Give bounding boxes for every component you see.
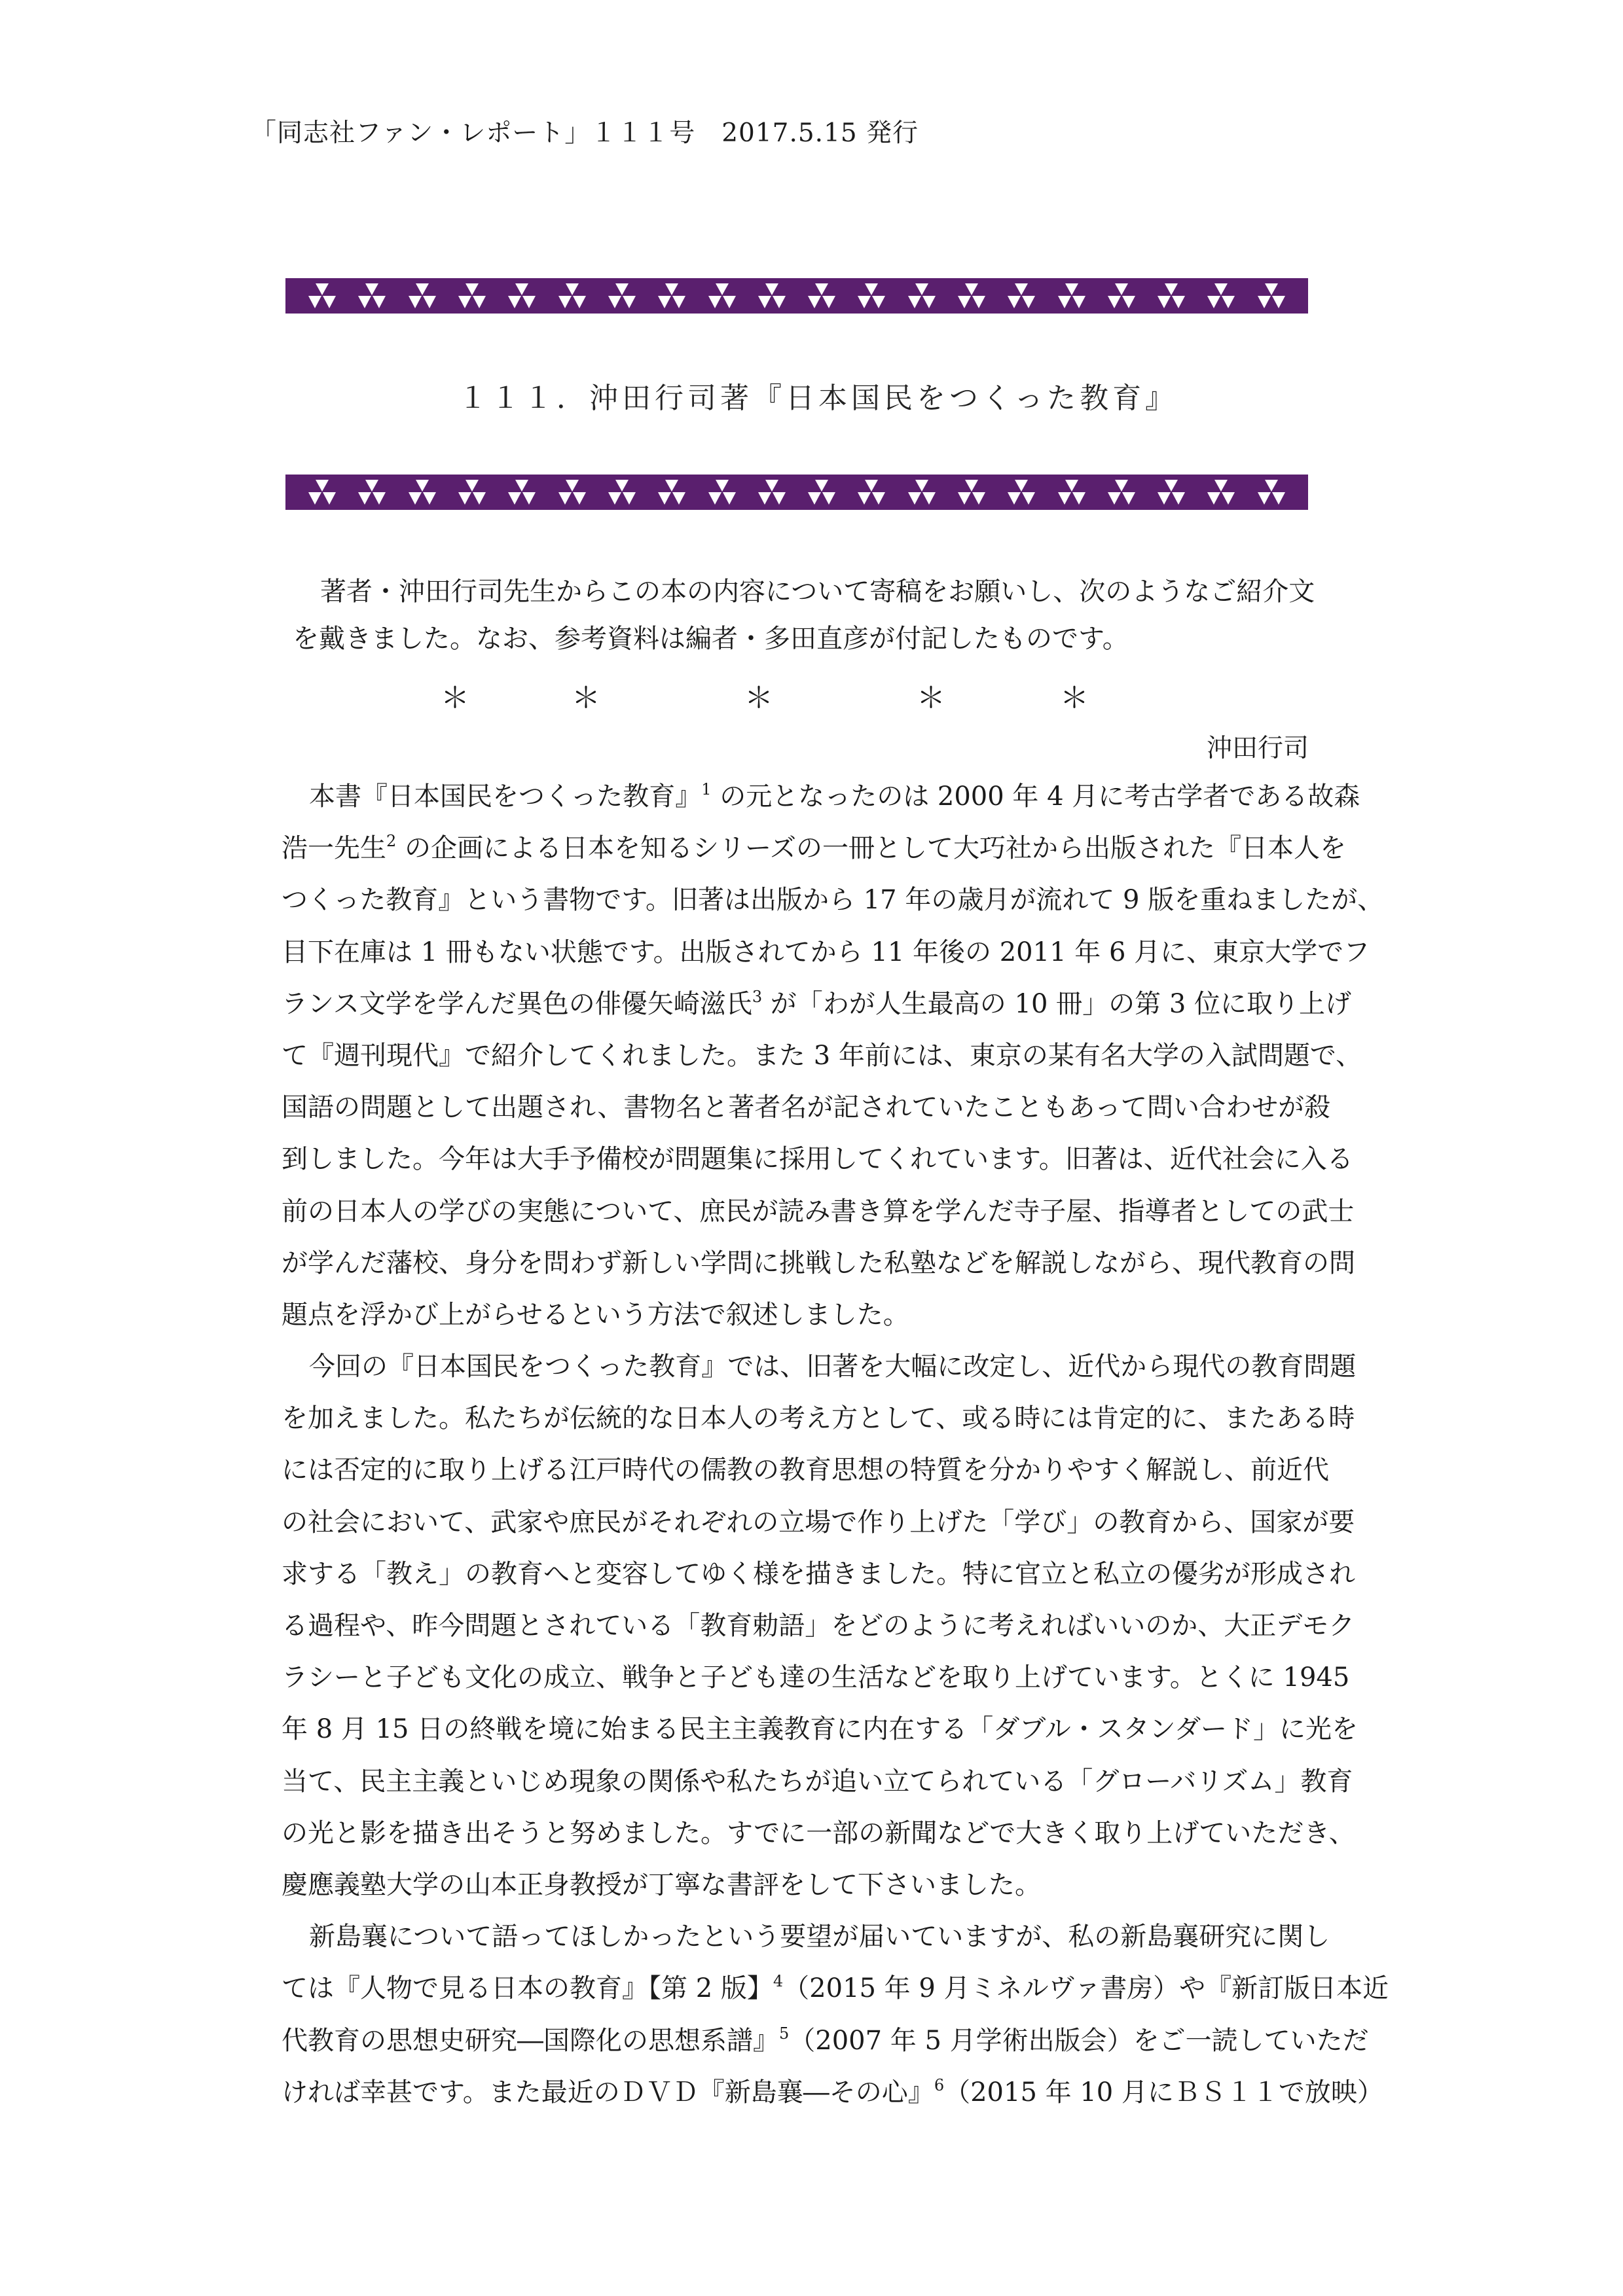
footnote-marker: 4 (773, 1972, 784, 1991)
footnote-marker: 6 (934, 2075, 945, 2094)
body-text: 国語の問題として出題され、書物名と著者名が記されていたこともあって問い合わせが殺 (282, 1092, 1330, 1123)
asterisk: ＊ (441, 681, 469, 715)
mitsu-uroko-triangle-icon (1258, 283, 1285, 309)
asterisk: ＊ (917, 681, 945, 715)
mitsu-uroko-triangle-icon (808, 283, 835, 309)
body-text: 当て、民主主義といじめ現象の関係や私たちが追い立てられている「グローバリズム」教育 (282, 1766, 1353, 1797)
mitsu-uroko-triangle-icon (1108, 283, 1135, 309)
mitsu-uroko-triangle-icon (708, 479, 736, 505)
body-text: ては『人物で見る日本の教育』【第 2 版】 (282, 1973, 773, 2004)
body-text: 前の日本人の学びの実態について、庶民が読み書き算を学んだ寺子屋、指導者としての武士 (282, 1196, 1355, 1227)
body-line (282, 771, 1402, 823)
intro-line-2: を戴きました。なお、参考資料は編者・多田直彦が付記したものです。 (293, 624, 1129, 654)
mitsu-uroko-triangle-icon (958, 479, 985, 505)
body-line (282, 1238, 1402, 1289)
body-text: 本書『日本国民をつくった教育』 (309, 781, 702, 812)
intro-line-1: 著者・沖田行司先生からこの本の内容について寄稿をお願いし、次のようなご紹介文 (320, 577, 1315, 607)
mitsu-uroko-triangle-icon (608, 479, 636, 505)
body-line (282, 1652, 1402, 1704)
body-text: の社会において、武家や庶民がそれぞれの立場で作り上げた「学び」の教育から、国家が要 (282, 1507, 1355, 1537)
asterisk: ＊ (744, 681, 773, 715)
body-line (282, 1963, 1402, 2015)
body-line (282, 823, 1402, 874)
mitsu-uroko-triangle-icon (758, 283, 786, 309)
body-text: には否定的に取り上げる江戸時代の儒教の教育思想の特質を分かりやすく解説し、前近代 (282, 1455, 1329, 1486)
asterisk: ＊ (572, 681, 600, 715)
body-line (282, 978, 1402, 1030)
mitsu-uroko-triangle-icon (1207, 479, 1235, 505)
body-line (282, 1704, 1402, 1755)
body-text: 到しました。今年は大手予備校が問題集に採用してくれています。旧著は、近代社会に入る (282, 1144, 1353, 1175)
body-line (282, 1289, 1402, 1341)
mitsu-uroko-triangle-icon (1058, 479, 1085, 505)
body-text: （2015 年 10 月にＢＳ１１で放映） (944, 2077, 1383, 2108)
body-line (282, 1341, 1402, 1393)
decorative-band-top (285, 278, 1308, 314)
mitsu-uroko-triangle-icon (658, 283, 685, 309)
mitsu-uroko-triangle-icon (409, 283, 436, 309)
mitsu-uroko-triangle-icon (658, 479, 685, 505)
body-text: 求する「教え」の教育へと変容してゆく様を描きました。特に官立と私立の優劣が形成され (282, 1558, 1355, 1589)
body-line (282, 1549, 1402, 1600)
footnote-marker: 1 (701, 780, 712, 798)
body-text: （2015 年 9 月ミネルヴァ書房）や『新訂版日本近 (783, 1973, 1389, 2004)
mitsu-uroko-triangle-icon (558, 479, 586, 505)
publication-header: 「同志社ファン・レポート」１１１号 2017.5.15 発行 (251, 118, 919, 148)
mitsu-uroko-triangle-icon (1258, 479, 1285, 505)
mitsu-uroko-triangle-icon (308, 479, 336, 505)
editor-intro (293, 568, 1406, 662)
body-text: ランス文学を学んだ異色の俳優矢崎滋氏 (282, 988, 752, 1019)
mitsu-uroko-triangle-icon (858, 283, 885, 309)
body-text: て『週刊現代』で紹介してくれました。また 3 年前には、東京の某有名大学の入試問題で、 (282, 1040, 1362, 1071)
footnote-marker: 5 (779, 2024, 790, 2043)
body-text: 題点を浮かび上がらせるという方法で叙述しました。 (282, 1299, 909, 1330)
mitsu-uroko-triangle-icon (758, 479, 786, 505)
body-text: の企画による日本を知るシリーズの一冊として大巧社から出版された『日本人を (396, 833, 1346, 864)
body-text: ければ幸甚です。また最近のＤＶＤ『新島襄―その心』 (282, 2077, 934, 2108)
asterisk: ＊ (1060, 681, 1089, 715)
article-title: １１１．沖田行司著『日本国民をつくった教育』 (458, 382, 1178, 415)
body-text: が「わが人生最高の 10 冊」の第 3 位に取り上げ (762, 988, 1352, 1019)
footnote-marker: 3 (752, 987, 763, 1006)
mitsu-uroko-triangle-icon (558, 283, 586, 309)
body-line (282, 1808, 1402, 1859)
body-line (282, 1600, 1402, 1652)
mitsu-uroko-triangle-icon (508, 479, 536, 505)
body-line (282, 1859, 1402, 1911)
mitsu-uroko-triangle-icon (1158, 283, 1185, 309)
mitsu-uroko-triangle-icon (958, 283, 985, 309)
mitsu-uroko-triangle-icon (1108, 479, 1135, 505)
article-body (282, 771, 1402, 2119)
mitsu-uroko-triangle-icon (458, 479, 486, 505)
body-text: る過程や、昨今問題とされている「教育勅語」をどのように考えればいいのか、大正デモク (282, 1611, 1355, 1641)
mitsu-uroko-triangle-icon (808, 479, 835, 505)
mitsu-uroko-triangle-icon (608, 283, 636, 309)
mitsu-uroko-triangle-icon (858, 479, 885, 505)
body-line (282, 2015, 1402, 2067)
body-line (282, 874, 1402, 926)
mitsu-uroko-triangle-icon (409, 479, 436, 505)
body-text: 年 8 月 15 日の終戦を境に始まる民主主義教育に内在する「ダブル・スタンダード」に光を (282, 1714, 1359, 1745)
body-text: の元となったのは 2000 年 4 月に考古学者である故森 (711, 781, 1360, 812)
mitsu-uroko-triangle-icon (1158, 479, 1185, 505)
body-text: が学んだ藩校、身分を問わず新しい学問に挑戦した私塾などを解説しながら、現代教育の問 (282, 1247, 1355, 1278)
decorative-band-bottom (285, 475, 1308, 510)
mitsu-uroko-triangle-icon (1008, 479, 1035, 505)
body-line (282, 1393, 1402, 1444)
mitsu-uroko-triangle-icon (1207, 283, 1235, 309)
mitsu-uroko-triangle-icon (1008, 283, 1035, 309)
body-line (282, 1134, 1402, 1185)
body-text: を加えました。私たちが伝統的な日本人の考え方として、或る時には肯定的に、またある時 (282, 1403, 1355, 1434)
body-line (282, 927, 1402, 978)
body-text: （2007 年 5 月学術出版会）をご一読していただ (789, 2025, 1369, 2056)
body-text: 新島襄について語ってほしかったという要望が届いていますが、私の新島襄研究に関し (309, 1922, 1330, 1952)
body-text: 今回の『日本国民をつくった教育』では、旧著を大幅に改定し、近代から現代の教育問題 (309, 1352, 1357, 1382)
mitsu-uroko-triangle-icon (708, 283, 736, 309)
mitsu-uroko-triangle-icon (458, 283, 486, 309)
body-text: つくった教育』という書物です。旧著は出版から 17 年の歳月が流れて 9 版を重ねましたが、 (282, 885, 1384, 916)
body-text: の光と影を描き出そうと努めました。すでに一部の新聞などで大きく取り上げていただき、 (282, 1818, 1355, 1848)
body-line (282, 2067, 1402, 2119)
body-text: 慶應義塾大学の山本正身教授が丁寧な書評をして下さいました。 (282, 1869, 1041, 1900)
body-line (282, 1186, 1402, 1238)
body-text: ラシーと子ども文化の成立、戦争と子ども達の生活などを取り上げています。とくに 1945 (282, 1662, 1350, 1693)
body-line (282, 1756, 1402, 1808)
mitsu-uroko-triangle-icon (308, 283, 336, 309)
body-text: 代教育の思想史研究―国際化の思想系譜』 (282, 2025, 779, 2056)
body-line (282, 1497, 1402, 1549)
mitsu-uroko-triangle-icon (908, 479, 936, 505)
body-line (282, 1030, 1402, 1082)
mitsu-uroko-triangle-icon (1058, 283, 1085, 309)
body-text: 浩一先生 (282, 833, 386, 864)
body-text: 目下在庫は 1 冊もない状態です。出版されてから 11 年後の 2011 年 6 月に、東京大学でフ (282, 937, 1370, 967)
body-line (282, 1082, 1402, 1134)
body-line (282, 1444, 1402, 1496)
mitsu-uroko-triangle-icon (508, 283, 536, 309)
footnote-marker: 2 (386, 832, 397, 851)
mitsu-uroko-triangle-icon (908, 283, 936, 309)
author-byline: 沖田行司 (1207, 734, 1309, 763)
mitsu-uroko-triangle-icon (358, 283, 386, 309)
body-line (282, 1911, 1402, 1963)
asterisk-separator (0, 674, 1623, 713)
mitsu-uroko-triangle-icon (358, 479, 386, 505)
